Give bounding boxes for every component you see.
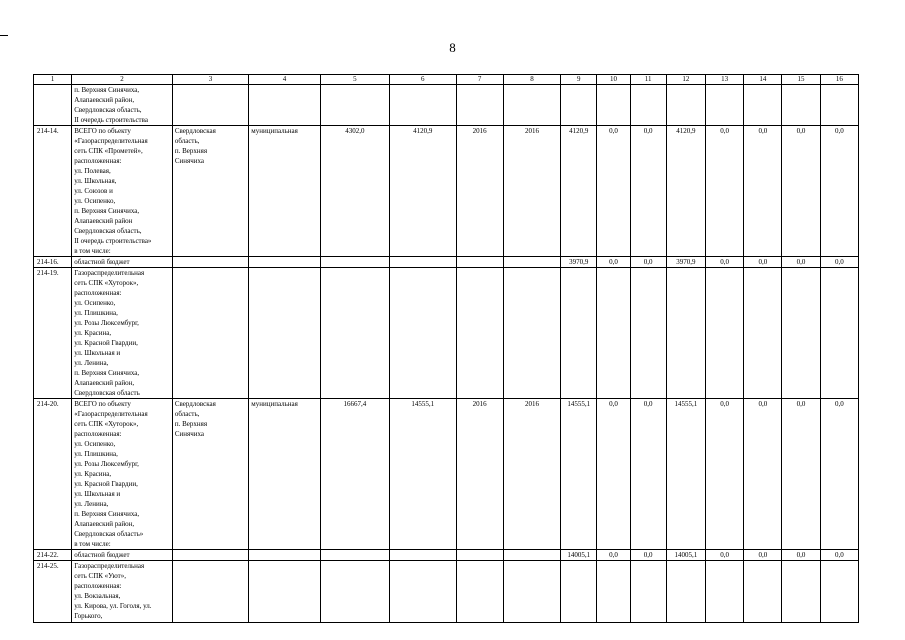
table-row <box>34 561 859 623</box>
table-cell: 0,0 <box>782 126 820 257</box>
table-cell <box>390 85 456 126</box>
table-cell: 0,0 <box>705 399 743 550</box>
table-cell <box>782 561 820 623</box>
table-row <box>34 257 859 268</box>
table-cell <box>249 550 320 561</box>
table-cell <box>320 561 389 623</box>
column-header: 16 <box>820 75 858 85</box>
column-header: 6 <box>390 75 456 85</box>
table-cell: 2016 <box>503 399 560 550</box>
table-cell: 0,0 <box>820 550 858 561</box>
table-cell: 0,0 <box>630 550 666 561</box>
table-cell: 0,0 <box>597 550 630 561</box>
table-cell: 4120,9 <box>561 126 597 257</box>
table-cell <box>456 550 503 561</box>
column-header: 2 <box>72 75 173 85</box>
table-cell: 14005,1 <box>666 550 705 561</box>
table-cell: 0,0 <box>705 257 743 268</box>
table-cell <box>249 561 320 623</box>
object-name-cell: областной бюджет <box>72 550 173 561</box>
table-cell: 0,0 <box>597 257 630 268</box>
table-cell <box>782 268 820 399</box>
column-header: 15 <box>782 75 820 85</box>
table-cell <box>561 561 597 623</box>
table-row <box>34 550 859 561</box>
table-cell: Свердловская область, п. Верхняя Синячиха <box>172 126 248 257</box>
table-cell: 0,0 <box>630 399 666 550</box>
table-cell <box>456 85 503 126</box>
table-cell: 2016 <box>456 399 503 550</box>
page-number: 8 <box>449 40 456 55</box>
table-cell <box>782 85 820 126</box>
table-cell <box>172 561 248 623</box>
table-cell <box>630 85 666 126</box>
column-header: 12 <box>666 75 705 85</box>
table-cell <box>820 268 858 399</box>
column-header: 13 <box>705 75 743 85</box>
table-cell <box>249 257 320 268</box>
table-cell: 0,0 <box>820 257 858 268</box>
table-row <box>34 399 859 550</box>
table-cell: 0,0 <box>782 550 820 561</box>
table-cell: 3970,9 <box>561 257 597 268</box>
row-code-cell: 214-20. <box>34 399 72 550</box>
table-row <box>34 126 859 257</box>
object-name-cell: областной бюджет <box>72 257 173 268</box>
table-cell: 0,0 <box>705 550 743 561</box>
table-cell <box>172 550 248 561</box>
row-code-cell: 214-16. <box>34 257 72 268</box>
table-cell: Свердловская область, п. Верхняя Синячиха <box>172 399 248 550</box>
table-cell: 0,0 <box>744 399 782 550</box>
column-header-row <box>34 75 859 85</box>
table-cell <box>597 268 630 399</box>
row-code-cell: 214-19. <box>34 268 72 399</box>
table-cell: 0,0 <box>820 126 858 257</box>
column-header: 11 <box>630 75 666 85</box>
table-cell <box>705 561 743 623</box>
table-cell <box>320 257 389 268</box>
table-cell: 0,0 <box>630 126 666 257</box>
table-cell <box>705 268 743 399</box>
table-row <box>34 268 859 399</box>
table-cell <box>320 268 389 399</box>
table-cell <box>172 268 248 399</box>
table-cell: 0,0 <box>744 550 782 561</box>
table-cell <box>597 561 630 623</box>
table-cell <box>503 268 560 399</box>
table-cell: 14555,1 <box>561 399 597 550</box>
table-cell <box>666 85 705 126</box>
column-header: 14 <box>744 75 782 85</box>
table-cell <box>249 85 320 126</box>
table-cell <box>744 268 782 399</box>
column-header: 5 <box>320 75 389 85</box>
table-cell <box>666 268 705 399</box>
table-cell: 14005,1 <box>561 550 597 561</box>
table-cell <box>666 561 705 623</box>
table-cell: 16667,4 <box>320 399 389 550</box>
table-cell: 0,0 <box>782 257 820 268</box>
table-cell <box>503 85 560 126</box>
table-cell <box>503 550 560 561</box>
table-cell: 0,0 <box>782 399 820 550</box>
table-cell <box>249 268 320 399</box>
table-cell <box>820 85 858 126</box>
table-cell: 4120,9 <box>666 126 705 257</box>
object-name-cell: ВСЕГО по объекту «Газораспределительная сеть СПК «Хуторок», расположенная: ул. Осипенко, ул. Плишкина, ул. Розы Люксембург, ул. Красина, ул. Красной Гвардии, ул. Школьная и ул. Ленина, п. Верхняя Синячиха, Алапаевский район, Свердловская область» в том числе: <box>72 399 173 550</box>
table-row <box>34 85 859 126</box>
table-cell: 3970,9 <box>666 257 705 268</box>
table-cell: 2016 <box>503 126 560 257</box>
row-code-cell <box>34 85 72 126</box>
table-cell <box>390 550 456 561</box>
table-cell: 4120,9 <box>390 126 456 257</box>
table-cell <box>456 268 503 399</box>
object-name-cell: п. Верхняя Синячиха, Алапаевский район, Свердловская область, II очередь строительства <box>72 85 173 126</box>
page-edge-mark <box>0 35 8 36</box>
object-name-cell: Газораспределительная сеть СПК «Уют», расположенная: ул. Вокзальная, ул. Кирова, ул. Гоголя, ул. Горького, <box>72 561 173 623</box>
row-code-cell: 214-14. <box>34 126 72 257</box>
table-cell <box>390 257 456 268</box>
object-name-cell: Газораспределительная сеть СПК «Хуторок», расположенная: ул. Осипенко, ул. Плишкина, ул. Розы Люксембург, ул. Красина, ул. Красной Гвардии, ул. Школьная и ул. Ленина, п. Верхняя Синячиха, Алапаевский район, Свердловская область <box>72 268 173 399</box>
column-header: 10 <box>597 75 630 85</box>
column-header: 1 <box>34 75 72 85</box>
table-cell <box>503 257 560 268</box>
table-cell <box>320 550 389 561</box>
table-cell: 14555,1 <box>390 399 456 550</box>
row-code-cell: 214-22. <box>34 550 72 561</box>
table-cell <box>456 561 503 623</box>
table-cell: 2016 <box>456 126 503 257</box>
row-code-cell: 214-25. <box>34 561 72 623</box>
table-cell <box>561 268 597 399</box>
table-cell: 0,0 <box>820 399 858 550</box>
table-cell: 0,0 <box>597 399 630 550</box>
table-cell <box>705 85 743 126</box>
table-cell: 0,0 <box>744 257 782 268</box>
column-header: 3 <box>172 75 248 85</box>
table-cell <box>390 268 456 399</box>
table-cell: 0,0 <box>744 126 782 257</box>
table-cell: муниципальная <box>249 126 320 257</box>
table-cell: муниципальная <box>249 399 320 550</box>
budget-table <box>33 74 859 623</box>
table-cell <box>630 561 666 623</box>
table-cell <box>744 85 782 126</box>
table-cell: 0,0 <box>705 126 743 257</box>
table-cell <box>320 85 389 126</box>
object-name-cell: ВСЕГО по объекту «Газораспределительная сеть СПК «Прометей», расположенная: ул. Полевая, ул. Школьная, ул. Союзов и ул. Осипенко, п. Верхняя Синячиха, Алапаевский район Свердловская область, II очередь строительства» в том числе: <box>72 126 173 257</box>
column-header: 7 <box>456 75 503 85</box>
table-cell <box>597 85 630 126</box>
table-cell <box>561 85 597 126</box>
table-cell: 0,0 <box>630 257 666 268</box>
table-cell <box>172 257 248 268</box>
column-header: 9 <box>561 75 597 85</box>
column-header: 8 <box>503 75 560 85</box>
table-cell <box>744 561 782 623</box>
table-cell: 0,0 <box>597 126 630 257</box>
table-cell <box>390 561 456 623</box>
table-cell <box>820 561 858 623</box>
table-cell <box>172 85 248 126</box>
table-cell <box>503 561 560 623</box>
table-cell: 14555,1 <box>666 399 705 550</box>
column-header: 4 <box>249 75 320 85</box>
table-cell <box>630 268 666 399</box>
table-cell: 4302,0 <box>320 126 389 257</box>
table-body <box>34 75 859 623</box>
table-cell <box>456 257 503 268</box>
